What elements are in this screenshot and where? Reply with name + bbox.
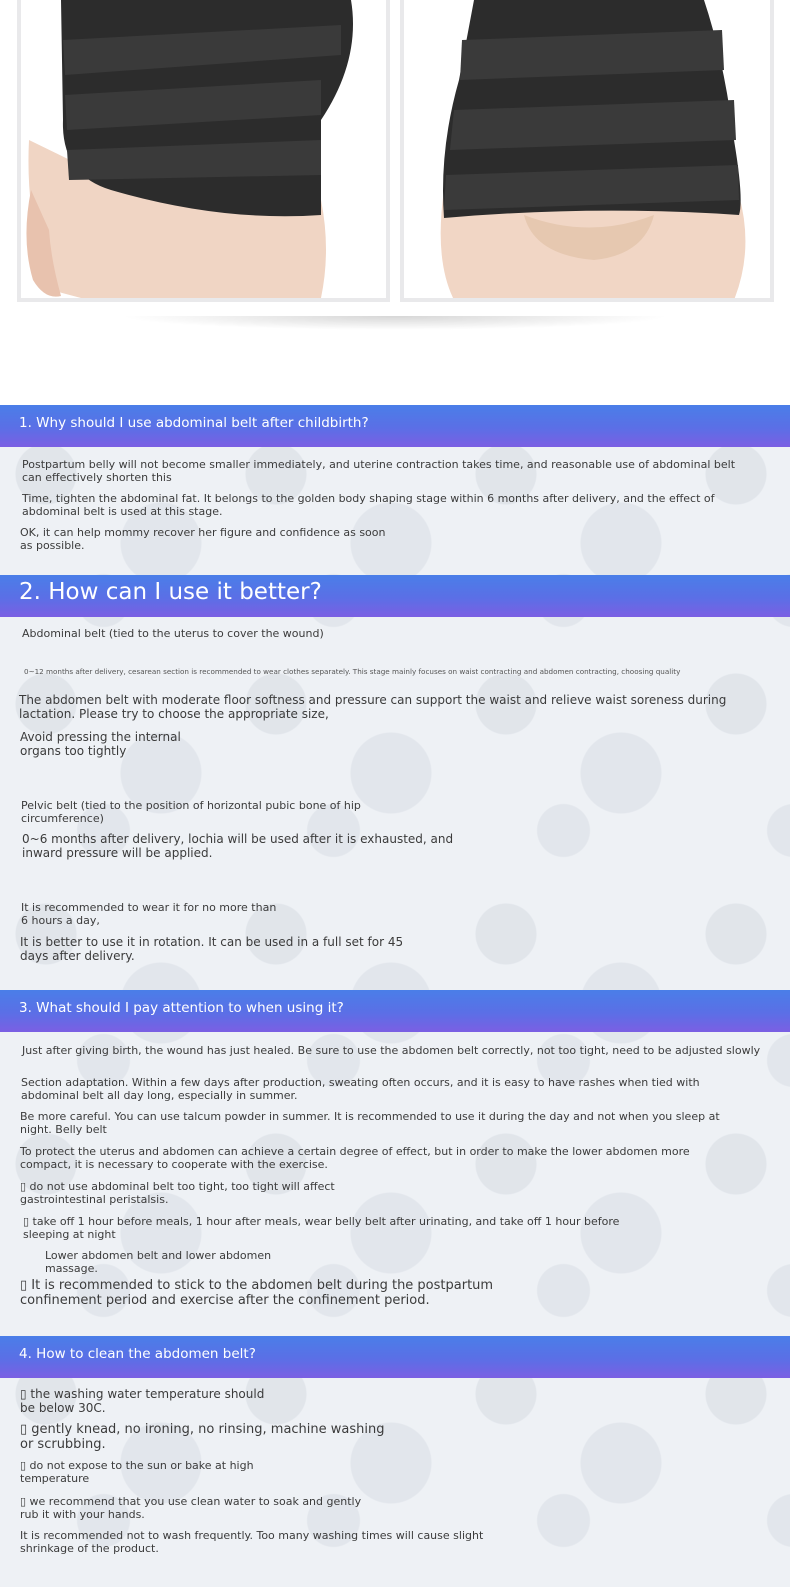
- section-3-text-5: ▯ do not use abdominal belt too tight, too tight will affect gastrointestinal peristalsis.: [20, 1180, 335, 1206]
- product-image-back: [404, 0, 774, 302]
- section-2-text-8: It is better to use it in rotation. It can be used in a full set for 45 days after delivery.: [20, 935, 404, 963]
- section-3-text-4: To protect the uterus and abdomen can achieve a certain degree of effect, but in order to make the lower abdomen more compact, it is necessary to cooperate with the exercise.: [20, 1145, 690, 1171]
- section-3-text-2: Section adaptation. Within a few days after production, sweating often occurs, and it is easy to have rashes when tied with abdominal belt all day long, especially in summer.: [21, 1076, 700, 1102]
- section-3-text-1: Just after giving birth, the wound has just healed. Be sure to use the abdomen belt correctly, not too tight, need to be adjusted slowly: [22, 1044, 761, 1057]
- section-1-text-2: Time, tighten the abdominal fat. It belongs to the golden body shaping stage within 6 months after delivery, and the effect of abdominal belt is used at this stage.: [22, 492, 715, 518]
- product-photo-side: [17, 0, 390, 302]
- section-2-text-4: Avoid pressing the internal organs too tightly: [20, 730, 181, 758]
- section-4-text-4: ▯ we recommend that you use clean water to soak and gently rub it with your hands.: [20, 1495, 362, 1521]
- section-4-text-1: ▯ the washing water temperature should be below 30C.: [20, 1387, 265, 1415]
- section-4-text-2: ▯ gently knead, no ironing, no rinsing, machine washing or scrubbing.: [20, 1422, 385, 1452]
- section-3-text-8: ▯ It is recommended to stick to the abdomen belt during the postpartum confinement period and exercise after the confinement period.: [20, 1278, 494, 1308]
- section-4-text-3: ▯ do not expose to the sun or bake at high temperature: [20, 1459, 254, 1485]
- section-2-text-1: Abdominal belt (tied to the uterus to cover the wound): [22, 627, 324, 640]
- product-photo-back: [400, 0, 774, 302]
- section-2-text-7: It is recommended to wear it for no more than 6 hours a day,: [21, 901, 277, 927]
- section-3-text-3: Be more careful. You can use talcum powder in summer. It is recommended to use it during the day and not when you sleep at night. Belly belt: [20, 1110, 720, 1136]
- product-photos: [0, 0, 790, 340]
- section-4-title: 4. How to clean the abdomen belt?: [19, 1346, 256, 1362]
- section-1-text-3: OK, it can help mommy recover her figure and confidence as soon as possible.: [20, 526, 386, 552]
- section-3-text-6: ▯ take off 1 hour before meals, 1 hour after meals, wear belly belt after urinating, and take off 1 hour before sleeping at night: [23, 1215, 620, 1241]
- section-1-header: [0, 405, 790, 447]
- section-1-text-1: Postpartum belly will not become smaller immediately, and uterine contraction takes time, and reasonable use of abdominal belt can effectively shorten this: [22, 458, 736, 484]
- info-content: [0, 405, 790, 1587]
- section-2-header: [0, 575, 790, 617]
- section-4-header: [0, 1336, 790, 1378]
- section-2-text-2: 0~12 months after delivery, cesarean section is recommended to wear clothes separately. This stage mainly focuses on waist contracting and abdomen contracting, choosing quality: [24, 667, 681, 676]
- section-2-text-5: Pelvic belt (tied to the position of horizontal pubic bone of hip circumference): [21, 799, 361, 825]
- section-3-text-7: Lower abdomen belt and lower abdomen massage.: [45, 1249, 272, 1275]
- section-1-title: 1. Why should I use abdominal belt after childbirth?: [19, 415, 369, 431]
- section-4-text-5: It is recommended not to wash frequently. Too many washing times will cause slight shrinkage of the product.: [20, 1529, 484, 1555]
- photo-shadow: [120, 316, 670, 330]
- section-2-text-3: The abdomen belt with moderate floor softness and pressure can support the waist and relieve waist soreness during lactation. Please try to choose the appropriate size,: [19, 693, 727, 721]
- section-2-title: 2. How can I use it better?: [19, 579, 322, 605]
- section-2-text-6: 0~6 months after delivery, lochia will be used after it is exhausted, and inward pressure will be applied.: [22, 832, 454, 860]
- section-3-header: [0, 990, 790, 1032]
- section-3-title: 3. What should I pay attention to when using it?: [19, 1000, 344, 1016]
- product-image-side: [21, 0, 390, 302]
